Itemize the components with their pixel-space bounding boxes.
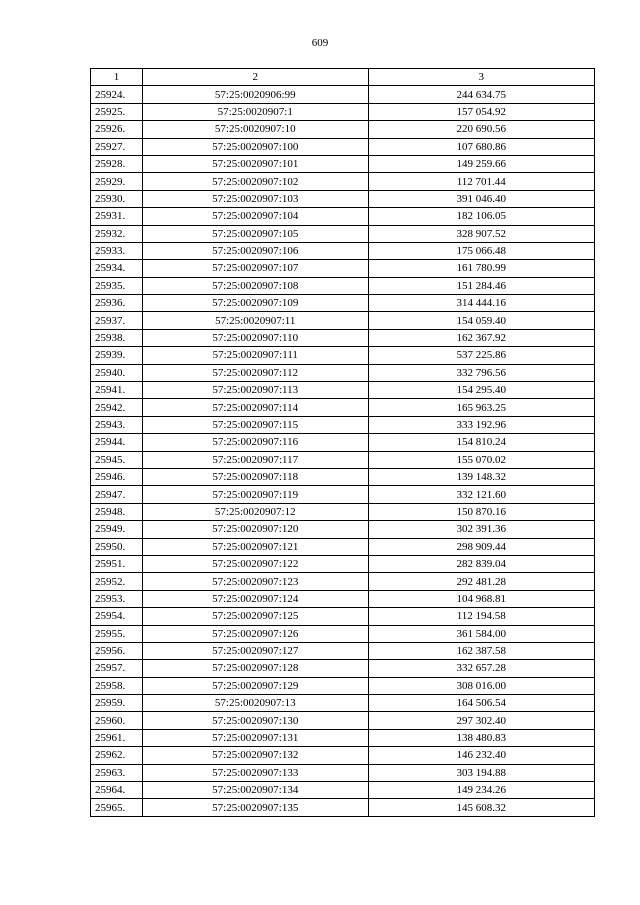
cadastral-number-cell: 57:25:0020907:117 bbox=[142, 451, 368, 468]
row-number-cell: 25948. bbox=[91, 503, 143, 520]
row-number-cell: 25963. bbox=[91, 764, 143, 781]
table-row bbox=[91, 190, 595, 207]
row-number-cell: 25950. bbox=[91, 538, 143, 555]
cadastral-number-cell: 57:25:0020907:13 bbox=[142, 695, 368, 712]
row-number-cell: 25924. bbox=[91, 86, 143, 103]
row-number-cell: 25964. bbox=[91, 782, 143, 799]
cadastral-number-cell: 57:25:0020906:99 bbox=[142, 86, 368, 103]
table-row bbox=[91, 729, 595, 746]
row-number-cell: 25954. bbox=[91, 608, 143, 625]
value-cell: 154 810.24 bbox=[368, 434, 594, 451]
table-row bbox=[91, 799, 595, 816]
cadastral-number-cell: 57:25:0020907:121 bbox=[142, 538, 368, 555]
cadastral-number-cell: 57:25:0020907:101 bbox=[142, 155, 368, 172]
row-number-cell: 25928. bbox=[91, 155, 143, 172]
row-number-cell: 25938. bbox=[91, 329, 143, 346]
value-cell: 220 690.56 bbox=[368, 121, 594, 138]
table-row bbox=[91, 277, 595, 294]
value-cell: 165 963.25 bbox=[368, 399, 594, 416]
row-number-cell: 25956. bbox=[91, 642, 143, 659]
cadastral-number-cell: 57:25:0020907:119 bbox=[142, 486, 368, 503]
value-cell: 391 046.40 bbox=[368, 190, 594, 207]
row-number-cell: 25953. bbox=[91, 590, 143, 607]
value-cell: 292 481.28 bbox=[368, 573, 594, 590]
column-header-2: 2 bbox=[142, 69, 368, 86]
row-number-cell: 25932. bbox=[91, 225, 143, 242]
value-cell: 154 295.40 bbox=[368, 382, 594, 399]
table-row bbox=[91, 208, 595, 225]
table-row bbox=[91, 242, 595, 259]
row-number-cell: 25959. bbox=[91, 695, 143, 712]
row-number-cell: 25961. bbox=[91, 729, 143, 746]
row-number-cell: 25927. bbox=[91, 138, 143, 155]
cadastral-number-cell: 57:25:0020907:118 bbox=[142, 468, 368, 485]
row-number-cell: 25957. bbox=[91, 660, 143, 677]
cadastral-number-cell: 57:25:0020907:134 bbox=[142, 782, 368, 799]
value-cell: 154 059.40 bbox=[368, 312, 594, 329]
table-row bbox=[91, 608, 595, 625]
value-cell: 537 225.86 bbox=[368, 347, 594, 364]
table-row bbox=[91, 712, 595, 729]
value-cell: 104 968.81 bbox=[368, 590, 594, 607]
cadastral-number-cell: 57:25:0020907:106 bbox=[142, 242, 368, 259]
table-row bbox=[91, 347, 595, 364]
value-cell: 164 506.54 bbox=[368, 695, 594, 712]
cadastral-number-cell: 57:25:0020907:122 bbox=[142, 555, 368, 572]
cadastral-number-cell: 57:25:0020907:132 bbox=[142, 747, 368, 764]
row-number-cell: 25947. bbox=[91, 486, 143, 503]
table-body bbox=[91, 86, 595, 816]
row-number-cell: 25933. bbox=[91, 242, 143, 259]
cadastral-number-cell: 57:25:0020907:133 bbox=[142, 764, 368, 781]
table-row bbox=[91, 590, 595, 607]
row-number-cell: 25936. bbox=[91, 295, 143, 312]
cadastral-number-cell: 57:25:0020907:125 bbox=[142, 608, 368, 625]
table-row bbox=[91, 364, 595, 381]
table-row bbox=[91, 695, 595, 712]
cadastral-number-cell: 57:25:0020907:105 bbox=[142, 225, 368, 242]
row-number-cell: 25941. bbox=[91, 382, 143, 399]
value-cell: 145 608.32 bbox=[368, 799, 594, 816]
table-row bbox=[91, 782, 595, 799]
value-cell: 175 066.48 bbox=[368, 242, 594, 259]
table-row bbox=[91, 86, 595, 103]
value-cell: 138 480.83 bbox=[368, 729, 594, 746]
row-number-cell: 25951. bbox=[91, 555, 143, 572]
value-cell: 146 232.40 bbox=[368, 747, 594, 764]
row-number-cell: 25965. bbox=[91, 799, 143, 816]
row-number-cell: 25955. bbox=[91, 625, 143, 642]
row-number-cell: 25946. bbox=[91, 468, 143, 485]
table-row bbox=[91, 382, 595, 399]
value-cell: 149 259.66 bbox=[368, 155, 594, 172]
value-cell: 308 016.00 bbox=[368, 677, 594, 694]
table-row bbox=[91, 329, 595, 346]
row-number-cell: 25940. bbox=[91, 364, 143, 381]
cadastral-number-cell: 57:25:0020907:124 bbox=[142, 590, 368, 607]
table-row bbox=[91, 451, 595, 468]
value-cell: 162 387.58 bbox=[368, 642, 594, 659]
value-cell: 332 657.28 bbox=[368, 660, 594, 677]
table-row bbox=[91, 677, 595, 694]
data-table bbox=[90, 68, 595, 817]
value-cell: 162 367.92 bbox=[368, 329, 594, 346]
value-cell: 332 121.60 bbox=[368, 486, 594, 503]
table-row bbox=[91, 399, 595, 416]
value-cell: 112 194.58 bbox=[368, 608, 594, 625]
table-row bbox=[91, 121, 595, 138]
value-cell: 150 870.16 bbox=[368, 503, 594, 520]
value-cell: 157 054.92 bbox=[368, 103, 594, 120]
value-cell: 302 391.36 bbox=[368, 521, 594, 538]
table-row bbox=[91, 573, 595, 590]
value-cell: 328 907.52 bbox=[368, 225, 594, 242]
cadastral-number-cell: 57:25:0020907:110 bbox=[142, 329, 368, 346]
cadastral-number-cell: 57:25:0020907:108 bbox=[142, 277, 368, 294]
cadastral-number-cell: 57:25:0020907:103 bbox=[142, 190, 368, 207]
cadastral-number-cell: 57:25:0020907:113 bbox=[142, 382, 368, 399]
row-number-cell: 25930. bbox=[91, 190, 143, 207]
row-number-cell: 25942. bbox=[91, 399, 143, 416]
page-number: 609 bbox=[311, 37, 329, 49]
value-cell: 107 680.86 bbox=[368, 138, 594, 155]
cadastral-number-cell: 57:25:0020907:126 bbox=[142, 625, 368, 642]
value-cell: 139 148.32 bbox=[368, 468, 594, 485]
table-row bbox=[91, 468, 595, 485]
table-row bbox=[91, 625, 595, 642]
cadastral-number-cell: 57:25:0020907:114 bbox=[142, 399, 368, 416]
table-row bbox=[91, 225, 595, 242]
row-number-cell: 25944. bbox=[91, 434, 143, 451]
table-row bbox=[91, 312, 595, 329]
cadastral-number-cell: 57:25:0020907:11 bbox=[142, 312, 368, 329]
column-header-1: 1 bbox=[91, 69, 143, 86]
cadastral-number-cell: 57:25:0020907:131 bbox=[142, 729, 368, 746]
cadastral-number-cell: 57:25:0020907:107 bbox=[142, 260, 368, 277]
cadastral-number-cell: 57:25:0020907:111 bbox=[142, 347, 368, 364]
cadastral-number-cell: 57:25:0020907:128 bbox=[142, 660, 368, 677]
row-number-cell: 25931. bbox=[91, 208, 143, 225]
value-cell: 151 284.46 bbox=[368, 277, 594, 294]
row-number-cell: 25935. bbox=[91, 277, 143, 294]
table-row bbox=[91, 521, 595, 538]
table-row bbox=[91, 538, 595, 555]
row-number-cell: 25943. bbox=[91, 416, 143, 433]
row-number-cell: 25958. bbox=[91, 677, 143, 694]
table-row bbox=[91, 434, 595, 451]
value-cell: 298 909.44 bbox=[368, 538, 594, 555]
cadastral-number-cell: 57:25:0020907:104 bbox=[142, 208, 368, 225]
row-number-cell: 25960. bbox=[91, 712, 143, 729]
cadastral-number-cell: 57:25:0020907:130 bbox=[142, 712, 368, 729]
cadastral-number-cell: 57:25:0020907:123 bbox=[142, 573, 368, 590]
row-number-cell: 25929. bbox=[91, 173, 143, 190]
row-number-cell: 25945. bbox=[91, 451, 143, 468]
table-row bbox=[91, 260, 595, 277]
table-row bbox=[91, 103, 595, 120]
cadastral-number-cell: 57:25:0020907:135 bbox=[142, 799, 368, 816]
table-row bbox=[91, 764, 595, 781]
table-row bbox=[91, 138, 595, 155]
cadastral-number-cell: 57:25:0020907:127 bbox=[142, 642, 368, 659]
value-cell: 297 302.40 bbox=[368, 712, 594, 729]
row-number-cell: 25925. bbox=[91, 103, 143, 120]
row-number-cell: 25937. bbox=[91, 312, 143, 329]
value-cell: 333 192.96 bbox=[368, 416, 594, 433]
table-row bbox=[91, 416, 595, 433]
row-number-cell: 25962. bbox=[91, 747, 143, 764]
cadastral-number-cell: 57:25:0020907:112 bbox=[142, 364, 368, 381]
value-cell: 303 194.88 bbox=[368, 764, 594, 781]
table-row bbox=[91, 747, 595, 764]
table-row bbox=[91, 155, 595, 172]
value-cell: 149 234.26 bbox=[368, 782, 594, 799]
row-number-cell: 25926. bbox=[91, 121, 143, 138]
table-row bbox=[91, 642, 595, 659]
cadastral-number-cell: 57:25:0020907:10 bbox=[142, 121, 368, 138]
cadastral-number-cell: 57:25:0020907:1 bbox=[142, 103, 368, 120]
table-row bbox=[91, 486, 595, 503]
value-cell: 155 070.02 bbox=[368, 451, 594, 468]
value-cell: 361 584.00 bbox=[368, 625, 594, 642]
value-cell: 112 701.44 bbox=[368, 173, 594, 190]
value-cell: 161 780.99 bbox=[368, 260, 594, 277]
row-number-cell: 25949. bbox=[91, 521, 143, 538]
table-row bbox=[91, 660, 595, 677]
table-row bbox=[91, 555, 595, 572]
table-row bbox=[91, 295, 595, 312]
cadastral-number-cell: 57:25:0020907:100 bbox=[142, 138, 368, 155]
row-number-cell: 25939. bbox=[91, 347, 143, 364]
cadastral-number-cell: 57:25:0020907:12 bbox=[142, 503, 368, 520]
cadastral-number-cell: 57:25:0020907:115 bbox=[142, 416, 368, 433]
value-cell: 282 839.04 bbox=[368, 555, 594, 572]
value-cell: 182 106.05 bbox=[368, 208, 594, 225]
value-cell: 314 444.16 bbox=[368, 295, 594, 312]
value-cell: 244 634.75 bbox=[368, 86, 594, 103]
table-row bbox=[91, 173, 595, 190]
cadastral-number-cell: 57:25:0020907:109 bbox=[142, 295, 368, 312]
cadastral-number-cell: 57:25:0020907:129 bbox=[142, 677, 368, 694]
table-header-row bbox=[91, 69, 595, 86]
cadastral-number-cell: 57:25:0020907:102 bbox=[142, 173, 368, 190]
row-number-cell: 25952. bbox=[91, 573, 143, 590]
cadastral-number-cell: 57:25:0020907:116 bbox=[142, 434, 368, 451]
row-number-cell: 25934. bbox=[91, 260, 143, 277]
value-cell: 332 796.56 bbox=[368, 364, 594, 381]
table-row bbox=[91, 503, 595, 520]
cadastral-number-cell: 57:25:0020907:120 bbox=[142, 521, 368, 538]
column-header-3: 3 bbox=[368, 69, 594, 86]
